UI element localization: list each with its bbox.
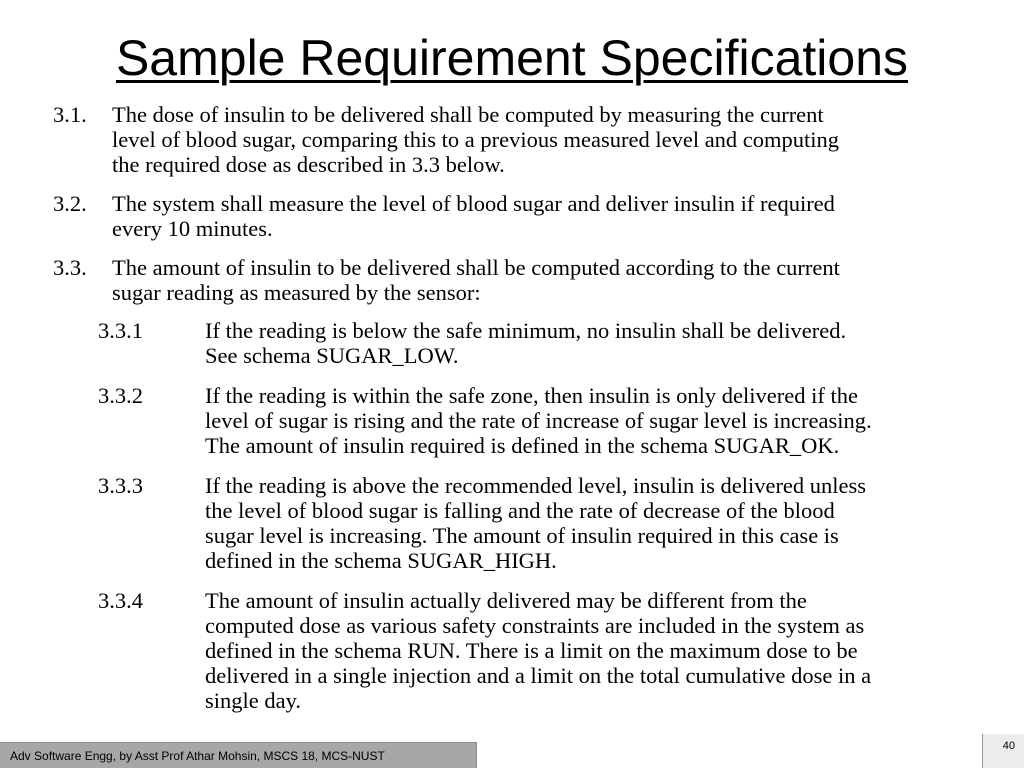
sub-requirement-number: 3.3.3 — [98, 473, 143, 498]
sub-requirement-number: 3.3.4 — [98, 588, 143, 613]
requirement-text: The system shall measure the level of blood sugar and deliver insulin if required every 10 minutes. — [112, 191, 835, 241]
sub-requirement-text: If the reading is below the safe minimum, no insulin shall be delivered. See schema SUGAR_LOW. — [205, 318, 847, 368]
sub-requirement-text: If the reading is above the recommended level, insulin is delivered unless the level of blood sugar is falling and the rate of decrease of the blood sugar level is increasing. The amount of insulin required in this case is defined in the schema SUGAR_HIGH. — [205, 473, 867, 573]
slide-title: Sample Requirement Specifications — [115, 30, 909, 86]
requirement-number: 3.3. — [53, 255, 87, 280]
footer-text: Adv Software Engg, by Asst Prof Athar Mohsin, MSCS 18, MCS-NUST — [10, 749, 385, 763]
page-number: 40 — [1002, 740, 1015, 752]
footer-bar — [0, 742, 477, 768]
sub-requirement-number: 3.3.1 — [98, 318, 143, 343]
requirement-number: 3.2. — [53, 191, 87, 216]
page-number-box — [982, 734, 1024, 768]
sub-requirement-text: If the reading is within the safe zone, then insulin is only delivered if the level of sugar is rising and the rate of increase of sugar level is increasing. The amount of insulin required is defined in the schema SUGAR_OK. — [205, 383, 872, 458]
requirement-text: The dose of insulin to be delivered shall be computed by measuring the current level of blood sugar, comparing this to a previous measured level and computing the required dose as described in 3.3 below. — [112, 102, 840, 177]
sub-requirement-text: The amount of insulin actually delivered may be different from the computed dose as various safety constraints are included in the system as defined in the schema RUN. There is a limit on the maximum dose to be delivered in a single injection and a limit on the total cumulative dose in a single day. — [205, 588, 872, 713]
requirement-number: 3.1. — [53, 102, 87, 127]
sub-requirement-number: 3.3.2 — [98, 383, 143, 408]
requirement-text: The amount of insulin to be delivered shall be computed according to the current sugar reading as measured by the sensor: — [112, 255, 840, 305]
